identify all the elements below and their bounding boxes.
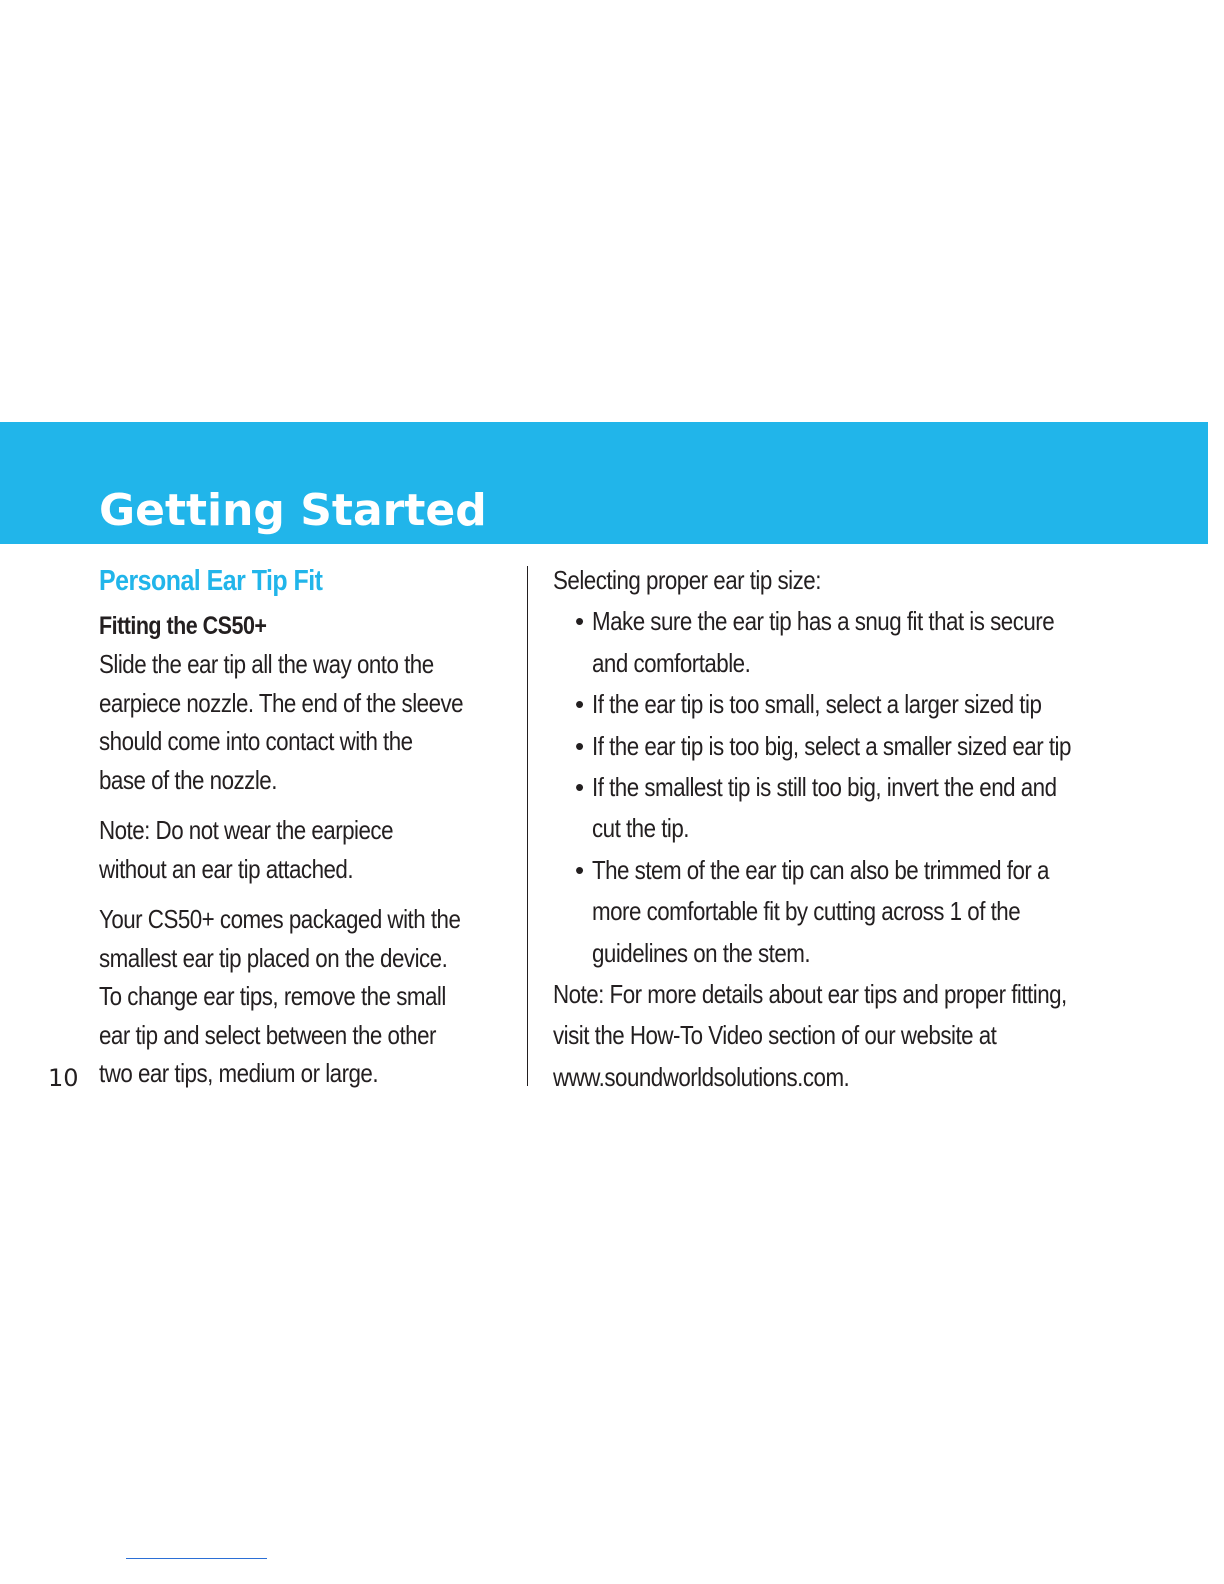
text-line: base of the nozzle. [99,764,277,795]
text-line: should come into contact with the [99,726,413,756]
website-url: www.soundworldsolutions.com. [553,1061,850,1092]
packaging-paragraph [99,900,461,1093]
text-line: Slide the ear tip all the way onto the [99,649,434,679]
list-item [553,850,1113,974]
text-line: ear tip and select between the other [99,1019,436,1050]
bullet-icon: • [575,730,585,761]
sub-heading: Fitting the CS50+ [99,612,267,640]
text-line: cut the tip. [592,813,689,844]
left-column [99,560,509,1093]
bullet-icon: • [575,689,585,720]
text-line: and comfortable. [592,647,751,678]
text-line: visit the How-To Video section of our website at [553,1020,997,1051]
page-title: Getting Started [99,485,487,536]
ear-tip-size-list [553,601,1113,974]
bullet-icon: • [575,606,585,637]
bullet-icon: • [575,772,585,803]
website-note [553,974,1113,1098]
text-line: If the ear tip is too small, select a larger sized tip [592,689,1042,720]
section-heading: Personal Ear Tip Fit [99,565,323,597]
text-line: Note: Do not wear the earpiece [99,815,394,845]
footer-rule [126,1558,267,1559]
right-column [553,560,1113,1098]
text-line: Your CS50+ comes packaged with the [99,904,461,934]
note-paragraph [99,811,452,888]
list-item [553,726,1113,767]
list-item [553,601,1113,684]
text-line: without an ear tip attached. [99,853,354,884]
text-line: Make sure the ear tip has a snug fit that is secure [592,606,1055,637]
list-item [553,767,1113,850]
text-line: more comfortable fit by cutting across 1 of the [592,896,1021,927]
text-line: The stem of the ear tip can also be trimmed for a [592,854,1049,885]
list-item [553,684,1113,725]
text-line: two ear tips, medium or large. [99,1058,379,1088]
text-line: To change ear tips, remove the small [99,981,446,1011]
fitting-instructions-paragraph [99,645,464,799]
list-intro: Selecting proper ear tip size: [553,565,821,595]
text-line: Note: For more details about ear tips and proper fitting, [553,979,1067,1010]
text-line: smallest ear tip placed on the device. [99,942,448,973]
column-divider [527,566,528,1086]
text-line: earpiece nozzle. The end of the sleeve [99,687,464,718]
bullet-icon: • [575,854,585,885]
text-line: If the smallest tip is still too big, invert the end and [592,772,1057,803]
page-number: 10 [48,1064,79,1092]
text-line: If the ear tip is too big, select a smaller sized ear tip [592,730,1071,761]
text-line: guidelines on the stem. [592,937,811,968]
